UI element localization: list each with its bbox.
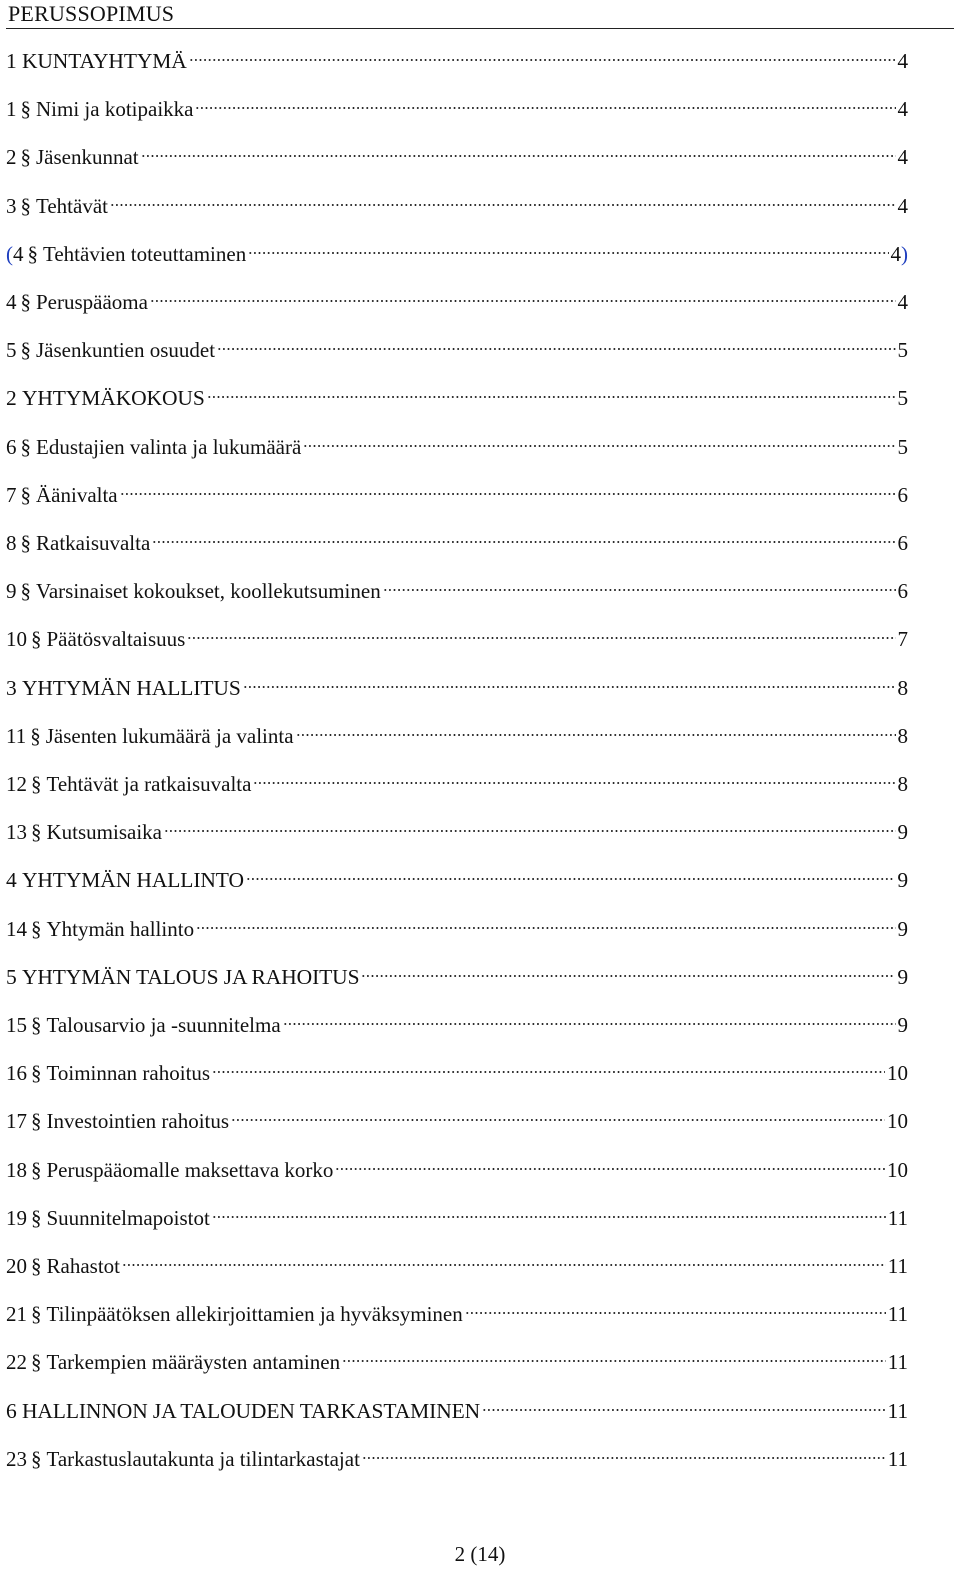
toc-section-entry[interactable] [6,724,908,756]
toc-section-entry[interactable] [6,338,908,370]
toc-section-entry[interactable] [6,1013,908,1045]
toc-page-number: 4 [897,49,908,73]
section-sign-icon: § [31,1109,42,1134]
toc-number: 5 [6,338,17,363]
section-sign-icon: § [31,1205,42,1230]
toc-page-number: 11 [887,1302,908,1327]
dot-leader [150,298,896,304]
toc-section-entry[interactable] [6,435,908,467]
toc-page-number: 9 [897,820,908,845]
toc-title: Jäsenkunnat [36,145,139,170]
toc-page-number: 11 [887,1398,908,1423]
toc-title: Tarkempien määräysten antaminen [46,1350,341,1375]
toc-number: 21 [6,1302,27,1327]
dot-leader [296,732,896,738]
dot-leader [189,57,896,63]
toc-title: YHTYMÄKOKOUS [21,386,205,411]
toc-title: Talousarvio ja -suunnitelma [46,1013,281,1037]
toc-number: 4 [6,290,17,314]
toc-title: Tehtävien toteuttaminen [43,241,247,266]
toc-title: Toiminnan rahoitus [46,1061,211,1086]
toc-page-number: 4 [897,193,908,218]
toc-number: 4 [13,241,24,266]
dot-leader [110,202,896,208]
dot-leader [187,635,895,641]
toc-section-entry[interactable] [6,1302,908,1334]
dot-leader [195,105,895,111]
toc-page-number: 7 [897,627,908,652]
toc-title: Äänivalta [36,482,118,507]
toc-title: Edustajien valinta ja lukumäärä [36,434,302,459]
toc-title: Rahastot [46,1254,120,1278]
section-sign-icon: § [30,723,41,748]
toc-section-entry[interactable] [6,1109,908,1141]
header-title: PERUSSOPIMUS [8,1,175,26]
toc-page-number: 4 [890,241,901,266]
toc-number: 8 [6,531,17,555]
section-sign-icon: § [20,338,31,363]
toc-number: 12 [6,772,27,796]
dot-leader [212,1069,885,1075]
section-sign-icon: § [20,193,31,218]
toc-section-entry[interactable] [6,1158,908,1190]
toc-number: 6 [6,434,17,459]
toc-section-entry[interactable] [6,1350,908,1382]
toc-chapter-entry[interactable] [6,868,908,900]
toc-title: Jäsenkuntien osuudet [36,338,216,363]
dot-leader [482,1407,885,1413]
toc-page-number: 5 [897,338,908,363]
toc-title: KUNTAYHTYMÄ [21,49,187,73]
toc-page-number: 5 [897,434,908,459]
close-paren: ) [901,241,908,266]
dot-leader [361,973,895,979]
toc-page-number: 9 [897,1013,908,1037]
toc-section-entry[interactable] [6,1061,908,1093]
dot-leader [246,876,895,882]
toc-number: 14 [6,916,27,941]
section-sign-icon: § [31,916,42,941]
dot-leader [164,828,896,834]
section-sign-icon: § [20,97,31,122]
toc-page-number: 11 [887,1205,908,1230]
toc-page-number: 9 [897,868,908,893]
toc-title: Tarkastuslautakunta ja tilintarkastajat [46,1446,360,1471]
toc-number: 1 [6,97,17,122]
toc-chapter-entry[interactable] [6,676,908,708]
toc-page-number: 5 [897,386,908,411]
toc-title: Peruspääomalle maksettava korko [46,1157,334,1182]
section-sign-icon: § [20,434,31,459]
section-sign-icon: § [27,241,38,266]
toc-number: 18 [6,1157,27,1182]
toc-chapter-entry[interactable] [6,965,908,997]
toc-page-number: 10 [887,1061,908,1086]
toc-section-entry[interactable] [6,627,908,659]
toc-title: Peruspääoma [36,290,148,314]
toc-title: Jäsenten lukumäärä ja valinta [45,723,294,748]
toc-number: 3 [6,193,17,218]
dot-leader [283,1021,896,1027]
section-sign-icon: § [31,627,42,652]
section-sign-icon: § [20,579,31,604]
toc-page-number: 6 [897,531,908,555]
dot-leader [243,684,896,690]
toc-section-entry[interactable] [6,820,908,852]
open-paren: ( [6,241,13,266]
dot-leader [141,153,896,159]
section-sign-icon: § [31,1254,42,1278]
section-sign-icon: § [20,531,31,555]
dot-leader [207,394,896,400]
toc-number: 2 [6,145,17,170]
toc-number: 3 [6,675,17,700]
section-sign-icon: § [31,1157,42,1182]
toc-page-number: 6 [897,482,908,507]
toc-section-entry[interactable] [6,917,908,949]
toc-number: 4 [6,868,17,893]
toc-section-entry[interactable] [6,772,908,804]
toc-title: Investointien rahoitus [46,1109,230,1134]
toc-title: YHTYMÄN TALOUS JA RAHOITUS [21,964,360,989]
toc-section-entry[interactable] [6,290,908,322]
toc-page-number: 8 [897,723,908,748]
toc-section-entry[interactable] [6,531,908,563]
toc-page-number: 9 [897,916,908,941]
toc-number: 9 [6,579,17,604]
section-sign-icon: § [31,1013,42,1037]
page-header [6,0,954,29]
toc-section-entry[interactable] [6,242,908,274]
toc-number: 16 [6,1061,27,1086]
section-sign-icon: § [20,145,31,170]
toc-number: 2 [6,386,17,411]
toc-section-entry[interactable] [6,483,908,515]
toc-title: Suunnitelmapoistot [46,1205,210,1230]
toc-title: YHTYMÄN HALLITUS [21,675,241,700]
toc-number: 15 [6,1013,27,1037]
dot-leader [120,491,896,497]
toc-section-entry[interactable] [6,579,908,611]
toc-page-number: 11 [887,1350,908,1375]
toc-number: 1 [6,49,17,73]
toc-number: 11 [6,723,27,748]
dot-leader [217,346,895,352]
toc-page-number: 9 [897,964,908,989]
dot-leader [212,1214,886,1220]
toc-title: Kutsumisaika [46,820,162,845]
toc-number: 5 [6,964,17,989]
toc-number: 10 [6,627,27,652]
toc-page-number: 11 [887,1446,908,1471]
toc-number: 13 [6,820,27,845]
toc-title: Yhtymän hallinto [46,916,195,941]
section-sign-icon: § [31,1302,42,1327]
toc-title: Tehtävät ja ratkaisuvalta [46,772,252,796]
toc-page-number: 8 [897,772,908,796]
toc-chapter-entry[interactable] [6,1399,908,1431]
toc-number: 17 [6,1109,27,1134]
toc-title: Tehtävät [36,193,108,218]
toc-page-number: 4 [897,97,908,122]
section-sign-icon: § [31,820,42,845]
toc-number: 7 [6,482,17,507]
toc-number: 23 [6,1446,27,1471]
toc-section-entry[interactable] [6,194,908,226]
dot-leader [383,587,896,593]
toc-page-number: 4 [897,290,908,314]
toc-title: Tilinpäätöksen allekirjoittamien ja hyväksyminen [46,1302,463,1327]
toc-page-number: 11 [887,1254,908,1278]
dot-leader [253,780,895,786]
toc-chapter-entry[interactable] [6,386,908,418]
section-sign-icon: § [20,482,31,507]
dot-leader [335,1166,885,1172]
section-sign-icon: § [31,1061,42,1086]
toc-page-number: 10 [887,1157,908,1182]
toc-title: Päätösvaltaisuus [46,627,186,652]
dot-leader [465,1310,886,1316]
toc-title: Varsinaiset kokoukset, koollekutsuminen [36,579,381,604]
toc-title: YHTYMÄN HALLINTO [21,868,244,893]
toc-section-entry[interactable] [6,1206,908,1238]
toc-page-number: 4 [897,145,908,170]
toc-number: 20 [6,1254,27,1278]
dot-leader [196,925,895,931]
toc-title: HALLINNON JA TALOUDEN TARKASTAMINEN [21,1398,481,1423]
page-number: 2 (14) [454,1542,506,1566]
section-sign-icon: § [31,1446,42,1471]
toc-number: 19 [6,1205,27,1230]
dot-leader [248,250,888,256]
toc-section-entry[interactable] [6,145,908,177]
toc-chapter-entry[interactable] [6,49,908,81]
toc-section-entry[interactable] [6,1447,908,1479]
toc-page-number: 8 [897,675,908,700]
toc-title: Ratkaisuvalta [36,531,151,555]
dot-leader [342,1358,886,1364]
section-sign-icon: § [31,772,42,796]
dot-leader [122,1262,886,1268]
dot-leader [303,443,895,449]
dot-leader [231,1117,885,1123]
toc-number: 22 [6,1350,27,1375]
toc-number: 6 [6,1398,17,1423]
section-sign-icon: § [20,290,31,314]
toc-section-entry[interactable] [6,97,908,129]
toc-section-entry[interactable] [6,1254,908,1286]
dot-leader [152,539,895,545]
toc-page-number: 10 [887,1109,908,1134]
dot-leader [362,1455,886,1461]
section-sign-icon: § [31,1350,42,1375]
toc-title: Nimi ja kotipaikka [36,97,194,122]
toc-page-number: 6 [897,579,908,604]
